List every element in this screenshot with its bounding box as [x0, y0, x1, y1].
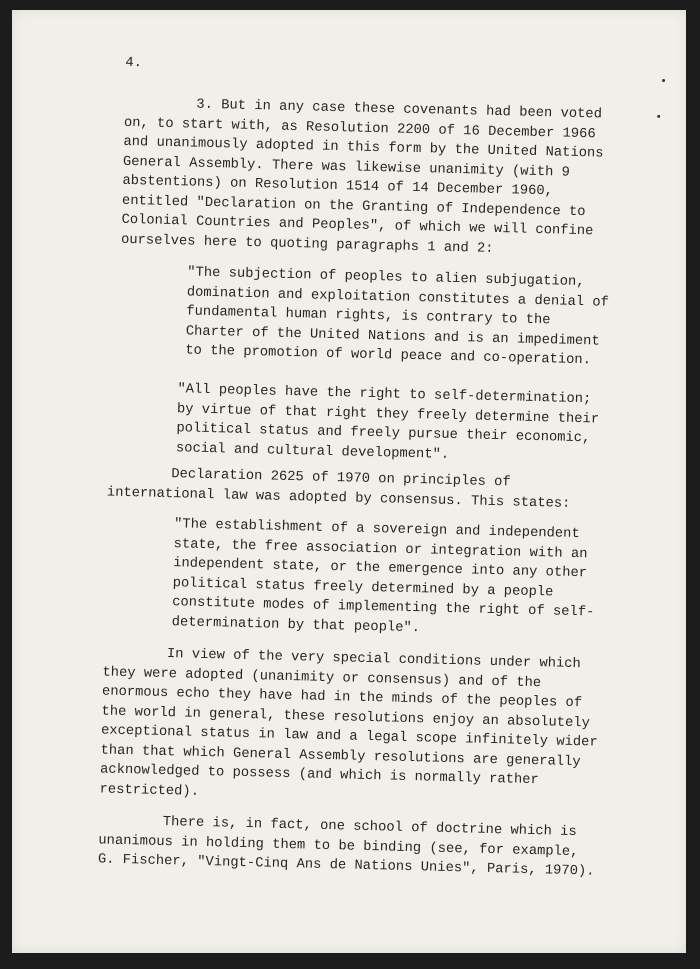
page-number: 4.: [125, 55, 143, 72]
margin-mark: [662, 79, 665, 82]
paragraph-3: In view of the very special conditions under which they were adopted (unanimity or consensus) and of the enormous echo they have had in the minds of the peoples of the world in general, these resolutions enjoy an absolutely exceptional status in law and a legal scope infinitely wider than that which General Assembly resolutions are generally acknowledged to possess (and which is normally rather restricted).: [99, 647, 598, 800]
quote-3: "The establishment of a sovereign and independent state, the free association or integration with an independent state, or the emergence into any other political status freely determined by a people constitute modes of implementing the right of self-determination by that people".: [171, 517, 595, 636]
page-content: [1, 1, 698, 960]
paragraph-4: There is, in fact, one school of doctrine which is unanimous in holding them to be binding (see, for example, G. Fischer, "Vingt-Cinq Ans de Nations Unies", Paris, 1970).: [97, 814, 595, 880]
margin-mark: [657, 115, 660, 118]
paragraph-2: Declaration 2625 of 1970 on principles of international law was adopted by consensus. This states:: [106, 467, 571, 512]
quote-1: "The subjection of peoples to alien subjugation, domination and exploitation constitutes a denial of fundamental human rights, is contrary to the Charter of the United Nations and is an impediment to the promotion of world peace and co-operation.: [185, 265, 610, 369]
quote-2: "All peoples have the right to self-determination; by virtue of that right they freely determine their political status and freely pursue their economic, social and cultural development".: [175, 382, 600, 463]
paragraph-1: 3. But in any case these covenants had been voted on, to start with, as Resolution 2200 of 16 December 1966 and unanimously adopted in this form by the United Nations General Assembly. There was likewise unanimity (with 9 abstentions) on Resolution 1514 of 14 December 1960, entitled "Declaration on the Granting of Independence to Colonial Countries and Peoples", of which we will confine ourselves here to quoting paragraphs 1 and 2:: [120, 97, 604, 257]
document-page: [12, 10, 686, 953]
